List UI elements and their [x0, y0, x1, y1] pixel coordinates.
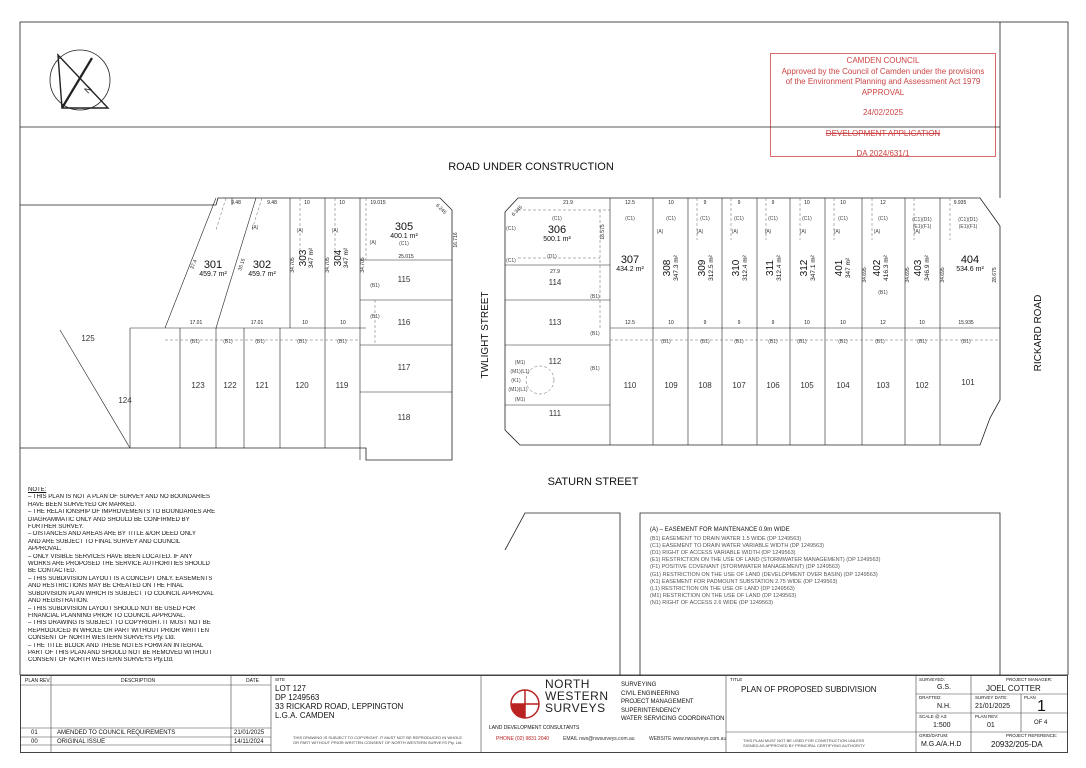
easement-tag: (C1)(D1) [912, 217, 932, 223]
plan-number: 1 [1037, 698, 1046, 715]
rev-date: 21/01/2025 [234, 730, 265, 736]
plan-label: PLAN [1024, 695, 1036, 700]
easement-tag: (C1) [700, 216, 710, 222]
scale-label: SCALE @ A3: [919, 714, 948, 719]
lot-number: 306 [547, 224, 567, 236]
date-header: DATE [246, 678, 259, 684]
legend-item: (B1) EASEMENT TO DRAIN WATER 1.5 WIDE (DP 1249563) [650, 536, 802, 543]
drafted-value: N.H. [937, 703, 951, 710]
company-name-line: SURVEYS [545, 701, 606, 715]
dimension-label: 17.01 [189, 320, 203, 326]
drafted-label: DRAFTED: [919, 695, 942, 700]
easement-tag: (A) [764, 229, 772, 235]
lot-area: 416.3 m² [883, 255, 890, 281]
note-line: WORKS ARE PROPOSED THE SERVICE AUTHORITIES SHOULD [28, 561, 210, 568]
note-line: AND RESTRICTIONS MAY BE CREATED ON THE FINAL [28, 583, 184, 590]
title-block [20, 675, 1068, 753]
easement-tag: (B1) [961, 339, 971, 345]
dimension-label: 9.48 [231, 200, 241, 206]
easement-tag: (B1) [768, 339, 778, 345]
dimension-label: 9 [771, 200, 775, 206]
easement-tag: (B1) [590, 366, 600, 372]
existing-lot-number: 110 [623, 381, 637, 390]
easement-tag: (A) [251, 225, 259, 231]
easement-tag: (B1) [370, 314, 380, 320]
plan-rev-label: PLAN REV: [975, 714, 999, 719]
plan-notes [28, 487, 228, 665]
dimension-label: 19.015 [370, 200, 386, 206]
dimension-label: 27.9 [550, 269, 560, 275]
easement-tag: (B1) [917, 339, 927, 345]
title-label: TITLE [730, 677, 743, 682]
easement-tag: (M1)(L1) [508, 387, 528, 393]
existing-lot-number: 103 [876, 381, 890, 390]
existing-lot-number: 113 [548, 318, 562, 327]
note-line: APPROVAL. [28, 546, 62, 553]
desc-header: DESCRIPTION [121, 678, 156, 684]
lot-area: 347 m² [845, 257, 852, 279]
disclaimer-line: SIGNED AS APPROVED BY PRINCIPAL CERTIFYING AUTHORITY [743, 743, 866, 748]
easement-tag: (C1) [838, 216, 848, 222]
dimension-label: 10 [840, 320, 846, 326]
company-website: WEBSITE www.nwsurveys.com.au [649, 736, 727, 742]
easement-tag: (C1) [625, 216, 635, 222]
note-line: SUBDIVISION PLAN WHICH IS SUBJECT TO COUNCIL APPROVAL [28, 590, 214, 597]
note-line: – THIS SUBDIVISION LAYOUT IS A CONCEPT ONLY. EASEMENTS [28, 575, 213, 582]
existing-lot-number: 105 [800, 381, 814, 390]
pm-value: JOEL COTTER [986, 684, 1041, 693]
dimension-label: 9 [703, 200, 707, 206]
dimension-label: 9 [737, 320, 741, 326]
plan-rev-value: 01 [987, 722, 995, 729]
existing-lot-number: 112 [548, 357, 562, 366]
stamp-line: CAMDEN COUNCIL [846, 56, 920, 65]
existing-lot-number: 104 [836, 381, 850, 390]
lot-number: 309 [697, 259, 708, 277]
copyright-line: OR PART WITHOUT PRIOR WRITTEN CONSENT OF NORTH WESTERN SURVEYS Pty. Ltd. [293, 740, 463, 745]
dimension-label: 16.716 [453, 232, 459, 248]
left-block-outline [20, 198, 452, 460]
lot-number: 404 [960, 254, 980, 266]
dimension-label: 10 [340, 320, 346, 326]
lot-area: 346.9 m² [924, 255, 931, 281]
existing-lot-number: 119 [335, 381, 349, 390]
note-line: AND REGISTRATION. [28, 598, 89, 605]
dimension-label: 10 [339, 200, 345, 206]
easement-tag: (B1) [878, 290, 888, 296]
company-name-line: WESTERN [545, 689, 609, 703]
existing-lot-number: 117 [397, 363, 411, 372]
easement-tag: (A) [873, 229, 881, 235]
note-line: – ONLY VISIBLE SERVICES HAVE BEEN LOCATED. IF ANY [28, 553, 193, 560]
lot-area: 459.7 m² [248, 271, 276, 278]
company-services [621, 681, 724, 724]
site-line: L.G.A. CAMDEN [275, 711, 335, 720]
company-name [545, 678, 609, 714]
service-item: CIVIL ENGINEERING [621, 690, 680, 697]
datum-label: GRID/DATUM: [919, 733, 949, 738]
easement-tag: (M1) [514, 360, 526, 366]
easement-tag: (B1) [661, 339, 671, 345]
existing-lot-number: 121 [255, 381, 269, 390]
existing-lot-number: 115 [397, 275, 411, 284]
lot-number: 305 [394, 221, 414, 233]
dimension-label: 15.935 [958, 320, 974, 326]
dimension-label: 6.245 [434, 202, 448, 216]
dimension-label: 9 [771, 320, 775, 326]
easement-tag: (C1) [802, 216, 812, 222]
easement-tag: (C1)(D1) [958, 217, 978, 223]
stamp-da-number: DA 2024/631/1 [856, 149, 910, 158]
easement-tag: (A) [296, 228, 304, 234]
lot-area: 312.5 m² [708, 255, 715, 281]
copyright-note [293, 735, 462, 745]
legend-header: (A) – EASEMENT FOR MAINTENANCE 0.9m WIDE [650, 527, 790, 533]
dimension-label: 12.5 [625, 200, 635, 206]
surveyed-value: G.S. [937, 684, 952, 691]
existing-lot-number: 101 [961, 378, 975, 387]
dimension-label: 34.695 [862, 267, 868, 283]
note-line: FINANCIAL PLANNING PRIOR TO COUNCIL APPROVAL. [28, 612, 186, 619]
company-logo-icon [511, 690, 539, 718]
easement-tag: (A) [696, 229, 704, 235]
dimension-label: 12 [880, 320, 886, 326]
company-phone: PHONE (02) 9831 2040 [496, 736, 550, 742]
easement-tag: (A) [799, 229, 807, 235]
easement-tag: (A) [331, 228, 339, 234]
survey-date-value: 21/01/2025 [975, 703, 1011, 710]
existing-lot-number: 116 [397, 318, 411, 327]
dimension-label: 37.4 [189, 258, 199, 271]
stamp-date: 24/02/2025 [862, 108, 904, 117]
lot-area: 434.2 m² [616, 266, 644, 273]
plan-of-total: OF 4 [1034, 720, 1048, 726]
stamp-da-label: DEVELOPMENT APPLICATION [825, 128, 941, 138]
legend-item: (C1) EASEMENT TO DRAIN WATER VARIABLE WIDTH (DP 1249563) [650, 543, 825, 550]
easement-tag: (C1) [734, 216, 744, 222]
plan-title: PLAN OF PROPOSED SUBDIVISION [741, 685, 877, 694]
easement-tag: (M1) [514, 397, 526, 403]
dimension-label: 34.705 [360, 257, 366, 273]
service-item: SUPERINTENDENCY [621, 707, 681, 714]
easement-tag: (B1) [838, 339, 848, 345]
easement-tag: (C1) [878, 216, 888, 222]
rev-header: PLAN REV. [25, 678, 51, 684]
lot-area: 347.3 m² [673, 255, 680, 281]
easement-tag: (D1) [547, 254, 557, 260]
lot-number: 301 [203, 259, 223, 271]
existing-lot-number: 111 [548, 409, 562, 418]
existing-lot-number: 114 [548, 278, 562, 287]
notes-heading: NOTE: [28, 487, 47, 493]
pm-label: PROJECT MANAGER: [1006, 677, 1053, 682]
dimension-label: 34.695 [905, 267, 911, 283]
dimension-label: 25.015 [398, 254, 414, 260]
easement-tag: (A) [731, 229, 739, 235]
dimension-label: 10 [302, 320, 308, 326]
note-line: HAVE BEEN SURVEYED OR MARKED. [28, 501, 137, 508]
dimension-label: 17.01 [250, 320, 264, 326]
dimension-label: 6.345 [510, 204, 524, 218]
dimension-label: 10 [919, 320, 925, 326]
lot-area: 347 m² [343, 247, 350, 269]
note-line: CONSENT OF NORTH WESTERN SURVEYS Pty. Ltd. [28, 635, 176, 642]
legend-item: (L1) RESTRICTION ON THE USE OF LAND (DP 1249563) [650, 585, 795, 592]
road-label-bottom: SATURN STREET [547, 476, 639, 488]
datum-value: M.G.A/A.H.D [921, 741, 962, 748]
note-line: – THE RELATIONSHIP OF IMPROVEMENTS TO BOUNDARIES ARE [28, 509, 216, 516]
project-ref-label: PROJECT REFERENCE: [1006, 733, 1058, 738]
service-item: WATER SERVICING COORDINATION [621, 716, 725, 722]
lot-number: 304 [333, 249, 344, 267]
dimension-label: 10 [668, 200, 674, 206]
lot-number: 311 [765, 260, 776, 276]
legend-item: (F1) POSITIVE COVENANT (STORMWATER MANAGEMENT) (DP 1249563) [650, 564, 840, 571]
dimension-label: 18.575 [600, 224, 606, 240]
dimension-label: 10 [304, 200, 310, 206]
note-line: PART OF THIS PLAN AND SHOULD NOT BE REMOVED WITHOUT [28, 649, 213, 656]
easement-tag: (C1) [506, 258, 516, 264]
legend-item: (G1) RESTRICTION ON THE USE OF LAND (DEVELOPMENT OVER BASIN) (DP 1249563) [650, 571, 878, 578]
note-line: – THIS DRAWING IS SUBJECT TO COPYRIGHT. IT MUST NOT BE [28, 620, 211, 627]
lot-number: 312 [799, 259, 810, 277]
easement-tag: (E1)(F1) [958, 224, 978, 230]
easement-tag: (A) [833, 229, 841, 235]
stamp-line: Approved by the Council of Camden under the provisions [781, 66, 985, 76]
lot-number: 403 [913, 259, 924, 277]
right-block-outline [505, 198, 1000, 445]
easement-tag: (B1) [255, 339, 265, 345]
easement-tag: (B1) [700, 339, 710, 345]
road-label-right: RICKARD ROAD [1033, 294, 1044, 372]
easement-tag: (A) [656, 229, 664, 235]
existing-lots [81, 275, 975, 422]
lot-area: 534.6 m² [956, 266, 984, 273]
dimension-label: 34.695 [940, 267, 946, 283]
existing-lot-number: 124 [118, 396, 132, 405]
easement-tag: (B1) [590, 331, 600, 337]
lot-number: 307 [620, 254, 640, 266]
lot-area: 400.1 m² [390, 233, 418, 240]
lower-parcel-left [505, 513, 620, 675]
stamp-line: of the Environment Planning and Assessment Act 1979 [785, 77, 981, 86]
note-line: REPRODUCED IN WHOLE OR PART WITHOUT PRIOR WRITTEN [28, 627, 209, 634]
existing-lot-number: 123 [191, 381, 205, 390]
easement-tag: (K1) [511, 378, 521, 384]
dimension-label: 9 [737, 200, 741, 206]
dimension-label: 10 [668, 320, 674, 326]
existing-lot-number: 122 [223, 381, 237, 390]
easement-tag: (B1) [297, 339, 307, 345]
lot-area: 312.4 m² [742, 255, 749, 281]
lot-number: 310 [731, 259, 742, 277]
svg-text:N: N [82, 83, 95, 96]
existing-lot-number: 125 [81, 334, 95, 343]
note-line: – DISTANCES AND AREAS ARE BY TITLE &/OR DEED ONLY [28, 531, 196, 538]
construction-disclaimer [743, 738, 865, 748]
road-label-top: ROAD UNDER CONSTRUCTION [448, 161, 614, 173]
lot-area: 312.4 m² [776, 255, 783, 281]
note-line: – THIS SUBDIVISION LAYOUT SHOULD NOT BE USED FOR [28, 605, 196, 612]
legend-item: (D1) RIGHT OF ACCESS VARIABLE WIDTH (DP 1249563) [650, 550, 796, 557]
rev-number: 01 [31, 730, 38, 736]
service-item: SURVEYING [621, 682, 657, 688]
project-ref-value: 20932/205-DA [991, 740, 1043, 749]
note-line: – THIS PLAN IS NOT A PLAN OF SURVEY AND NO BOUNDARIES [28, 494, 210, 501]
dimension-label: 12 [880, 200, 886, 206]
easement-tag: (C1) [768, 216, 778, 222]
dimension-label: 34.705 [325, 257, 331, 273]
existing-lot-number: 120 [295, 381, 309, 390]
easement-tag: (B1) [590, 294, 600, 300]
legend-item: (E1) RESTRICTION ON THE USE OF LAND (STORMWATER MANAGEMENT) (DP 1249563) [650, 557, 881, 564]
lot-number: 303 [298, 249, 309, 267]
existing-lot-number: 106 [766, 381, 780, 390]
existing-lot-number: 108 [698, 381, 712, 390]
dimension-label: 28.675 [992, 267, 998, 283]
existing-lot-number: 107 [732, 381, 746, 390]
easement-tag: (B1) [223, 339, 233, 345]
legend-item: (M1) RESTRICTION ON THE USE OF LAND (DP 1249563) [650, 592, 797, 599]
existing-lot-number: 109 [664, 381, 678, 390]
note-line: FURTHER SURVEY. [28, 524, 84, 531]
easement-tag: (C1) [399, 241, 409, 247]
note-line: BE CONTACTED. [28, 568, 77, 575]
easement-tag: (C1) [666, 216, 676, 222]
easement-tag: (M1)(L1) [510, 369, 530, 375]
easement-tags [190, 216, 978, 403]
easement-tag: (E1)(F1) [912, 224, 932, 230]
existing-lot-number: 118 [397, 413, 411, 422]
company-tagline: LAND DEVELOPMENT CONSULTANTS [489, 725, 580, 731]
disclaimer-line: THIS PLAN MUST NOT BE USED FOR CONSTRUCTION UNLESS [743, 738, 865, 743]
survey-date-label: SURVEY DATE: [975, 695, 1008, 700]
copyright-line: THIS DRAWING IS SUBJECT TO COPYRIGHT. IT MUST NOT BE REPRODUCED IN WHOLE [293, 735, 462, 740]
site-line: 33 RICKARD ROAD, LEPPINGTON [275, 702, 404, 711]
right-block-lots [505, 198, 1000, 445]
dimension-label: 34.705 [290, 257, 296, 273]
lot-number: 308 [662, 259, 673, 277]
site-line: DP 1249563 [275, 693, 320, 702]
company-name-line: NORTH [545, 677, 590, 691]
lot-area: 459.7 m² [199, 271, 227, 278]
dimension-label: 10 [804, 320, 810, 326]
note-line: – THE TITLE BLOCK AND THESE NOTES FORM AN INTEGRAL [28, 642, 204, 649]
legend-item: (N1) RIGHT OF ACCESS 2.6 WIDE (DP 1249563) [650, 599, 773, 606]
lot-area: 347.1 m² [810, 255, 817, 281]
lot-area: 347 m² [308, 247, 315, 269]
service-item: PROJECT MANAGEMENT [621, 699, 694, 705]
lot-number: 402 [872, 259, 883, 277]
easement-tag: (B1) [190, 339, 200, 345]
dimension-label: 9.48 [267, 200, 277, 206]
dimension-label: 35.15 [237, 257, 247, 272]
easement-tag: (B1) [734, 339, 744, 345]
easement-tag: (B1) [337, 339, 347, 345]
surveyed-label: SURVEYED: [919, 677, 945, 682]
note-line: CONSENT OF NORTH WESTERN SURVEYS Pty.Ltd. [28, 657, 174, 664]
stamp-line: APPROVAL [861, 87, 905, 97]
note-line: DIAGRAMMATIC ONLY AND SHOULD BE CONFIRMED BY [28, 516, 190, 523]
site-details [275, 684, 403, 720]
note-line: AND ARE SUBJECT TO FINAL SURVEY AND COUNCIL [28, 538, 181, 545]
company-email: EMAIL nws@nwsurveys.com.au [563, 736, 635, 742]
easement-tag: (A) [369, 240, 377, 246]
road-label-left: TWLIGHT STREET [480, 291, 491, 379]
easement-tag: (A) [913, 229, 921, 235]
dimension-label: 9 [703, 320, 707, 326]
dimension-label: 12.5 [625, 320, 635, 326]
easement-tag: (B1) [797, 339, 807, 345]
site-label: SITE [275, 677, 286, 682]
rev-date: 14/11/2024 [234, 739, 264, 745]
north-arrow-icon [50, 50, 110, 110]
easement-tag: (C1) [552, 216, 562, 222]
easement-tag: (B1) [370, 283, 380, 289]
rev-number: 00 [31, 739, 38, 745]
dimension-label: 21.9 [563, 200, 573, 206]
dimension-label: 10 [840, 200, 846, 206]
existing-lot-number: 102 [915, 381, 929, 390]
easement-tag: (B1) [875, 339, 885, 345]
dimension-label: 9.935 [953, 200, 967, 206]
scale-value: 1:500 [933, 722, 951, 729]
site-line: LOT 127 [275, 684, 306, 693]
legend-item: (K1) EASEMENT FOR PADMOUNT SUBSTATION 2.75 WIDE (DP 1249563) [650, 578, 838, 585]
rev-description: AMENDED TO COUNCIL REQUIREMENTS [57, 730, 176, 736]
lot-number: 401 [834, 259, 845, 277]
lot-number: 302 [252, 259, 272, 271]
easement-legend [650, 527, 880, 607]
lot-area: 500.1 m² [543, 236, 571, 243]
rev-description: ORIGINAL ISSUE [57, 739, 106, 745]
easement-tag: (C1) [506, 226, 516, 232]
dimension-label: 10 [804, 200, 810, 206]
